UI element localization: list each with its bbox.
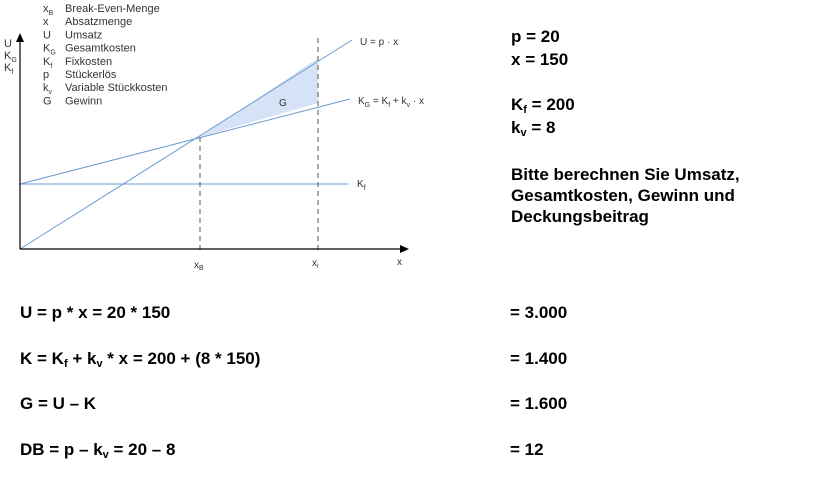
legend-text: Fixkosten — [65, 55, 113, 68]
calc-text: K = K — [20, 349, 64, 368]
given-x — [511, 50, 568, 70]
given-p-value: = 20 — [521, 27, 560, 46]
calc-text: G = U – K — [20, 394, 97, 413]
total-cost-line — [20, 99, 350, 184]
calc-text: = 20 – 8 — [108, 440, 176, 459]
given-x-value: = 150 — [520, 50, 569, 69]
given-kf-sub: f — [523, 104, 527, 116]
y-axis-label: $K_f$ — [4, 62, 14, 76]
calc-gewinn — [20, 394, 96, 414]
profit-label: G — [279, 98, 287, 109]
result-gewinn: = 1.600 — [510, 394, 568, 413]
result-deckungsbeitrag: = 12 — [510, 440, 544, 459]
calc-gesamtkosten — [20, 349, 260, 369]
x-axis-label: x — [397, 257, 402, 268]
calc-umsatz — [20, 303, 170, 323]
given-kf-symbol: K — [511, 95, 524, 114]
calc-deckungsbeitrag — [20, 440, 175, 460]
calc-subscript: v — [96, 358, 103, 370]
calc-text: + k — [67, 349, 97, 368]
legend-text: Stückerlös — [65, 69, 117, 81]
given-kf — [511, 95, 575, 115]
given-p — [511, 27, 560, 47]
profit-area — [200, 58, 318, 137]
legend-symbol: x — [43, 16, 49, 29]
calc-text: U = p * x = 20 * 150 — [20, 303, 171, 322]
calc-subscript: f — [63, 358, 68, 370]
fixed-cost-line-label: $K_f$ — [357, 179, 366, 192]
calc-subscript: v — [102, 449, 109, 461]
given-kv-value: = 8 — [526, 118, 556, 137]
legend-text: Break-Even-Menge — [65, 3, 160, 15]
calc-text: * x = 200 + (8 * 150) — [102, 349, 261, 368]
given-kf-value: = 200 — [526, 95, 575, 114]
y-axis-arrow — [16, 33, 24, 42]
x-axis-arrow — [400, 245, 409, 253]
legend-text: Absatzmenge — [65, 16, 133, 29]
legend-symbol: $K_f$ — [43, 55, 53, 70]
legend — [43, 3, 168, 107]
legend-text: Umsatz — [65, 29, 103, 42]
result-gesamtkosten: = 1.400 — [510, 349, 568, 368]
break-even-diagram — [0, 0, 460, 280]
task-text: Bitte berechnen Sie Umsatz, Gesamtkosten, Gewinn und Deckungsbeitrag — [511, 165, 740, 226]
xi-label: $x_i$ — [312, 258, 319, 270]
legend-symbol: p — [43, 69, 50, 81]
given-kv-symbol: k — [511, 118, 521, 137]
result-umsatz: = 3.000 — [510, 303, 568, 322]
legend-text: Variable Stückkosten — [65, 82, 168, 95]
legend-symbol: $x_B$ — [43, 3, 54, 17]
legend-text: Gewinn — [65, 95, 103, 108]
total-cost-line-label: $K_G = K_f + k_v \cdot x$ — [358, 96, 424, 109]
given-kv-sub: v — [520, 127, 527, 139]
break-even-label: $x_B$ — [194, 260, 204, 272]
y-axis-label: $K_G$ — [4, 50, 17, 64]
y-axis-label: U — [4, 38, 12, 50]
legend-symbol: $K_G$ — [43, 42, 56, 57]
legend-symbol: $k_v$ — [43, 82, 52, 97]
legend-text: Gesamtkosten — [65, 42, 136, 55]
given-x-symbol: x — [511, 50, 521, 69]
legend-symbol: U — [43, 29, 51, 42]
revenue-line-label: U = p · x — [360, 37, 399, 48]
y-axis-labels — [4, 38, 17, 76]
calc-text: DB = p – k — [20, 440, 103, 459]
given-kv — [511, 118, 555, 138]
given-p-symbol: p — [511, 27, 522, 46]
legend-symbol: G — [43, 95, 52, 108]
